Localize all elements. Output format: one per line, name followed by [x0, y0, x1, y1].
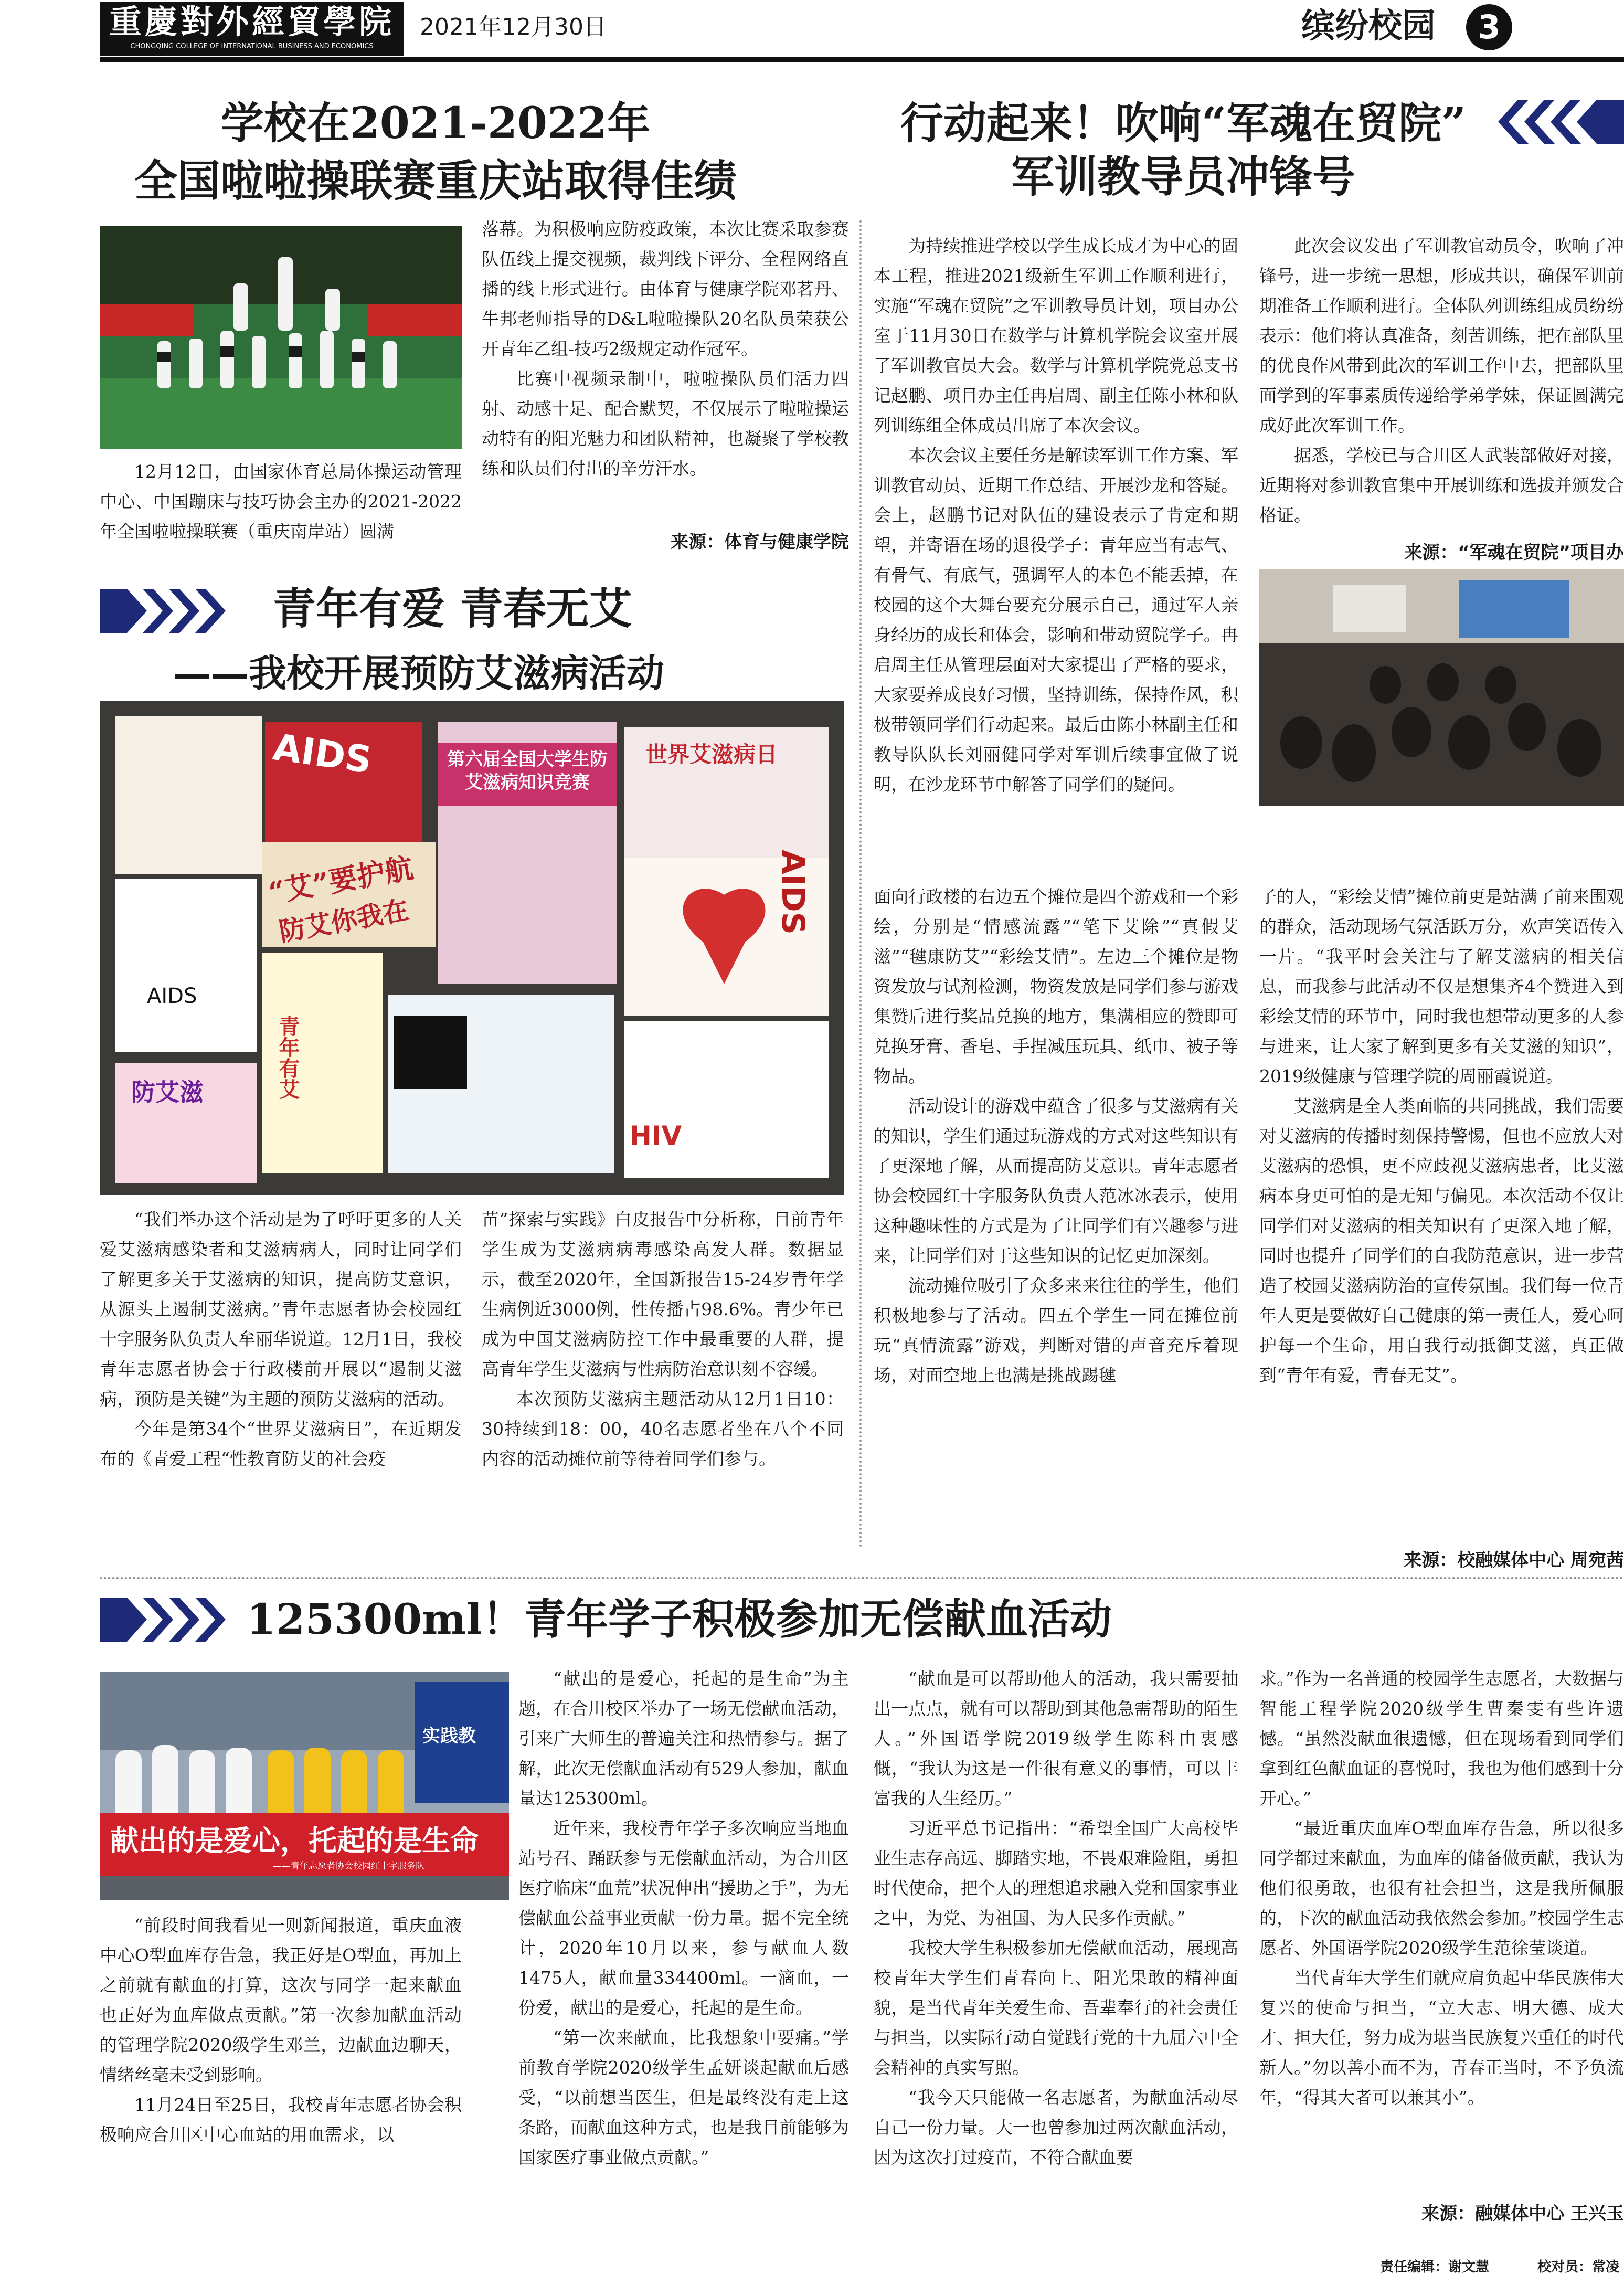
blood-col2: [518, 1664, 849, 2172]
aids-title-line1: 青年有爱 青春无艾: [273, 584, 632, 634]
poster-label: AIDS: [270, 725, 375, 782]
school-name-cn: 重慶對外經貿學院: [109, 3, 395, 41]
blood-banner-sub: ——青年志愿者协会校园红十字服务队: [273, 1861, 424, 1871]
paragraph: 面向行政楼的右边五个摊位是四个游戏和一个彩绘，分别是“情感流露”“笔下艾除”“真假艾滋”“毽康防艾”“彩绘艾情”。左边三个摊位是物资发放与试剂检测，物资发放是同学们参与游戏集赞后进行奖品兑换的地方，集满相应的赞即可兑换牙膏、香皂、手捏减压玩具、纸巾、被子等物品。: [874, 886, 1238, 1086]
military-col2: [1259, 231, 1624, 530]
paragraph: “献出的是爱心，托起的是生命”为主题，在合川校区举办了一场无偿献血活动，引来广大师生的普遍关注和热情参与。据了解，此次无偿献血活动有529人参加，献血量达125300ml。: [518, 1668, 849, 1809]
aids-col2: [482, 1204, 844, 1474]
military-source: 来源：“军魂在贸院”项目办: [1404, 542, 1624, 563]
cheer-title-line2: 全国啦啦操联赛重庆站取得佳绩: [134, 156, 737, 206]
column-divider: [859, 220, 862, 1548]
poster-label: “艾”要护航: [266, 851, 416, 910]
paragraph: “我今天只能做一名志愿者，为献血活动尽自己一份力量。大一也曾参加过两次献血活动，因为这次打过疫苗，不符合献血要: [874, 2087, 1238, 2167]
cheer-body-right: [482, 214, 849, 483]
page-number: 3: [1478, 8, 1501, 46]
military-title-line2: 军训教导员冲锋号: [1011, 152, 1355, 202]
aids-col1: [100, 1204, 462, 1474]
paragraph: 我校大学生积极参加无偿献血活动，展现高校青年大学生们青春向上、阳光果敢的精神面貌，是当代青年关爱生命、吾辈奉行的社会责任与担当，以实际行动自觉践行党的十九届六中全会精神的真实写照。: [874, 1938, 1238, 2078]
cheer-source: 来源：体育与健康学院: [671, 532, 849, 553]
blood-col4: [1259, 1664, 1624, 2112]
paragraph: 苗”探索与实践》白皮报告中分析称，目前青年学生成为艾滋病病毒感染高发人群。数据显示，截至2020年，全国新报告15-24岁青年学生病例近3000例，性传播占98.6%。青少年已成为中国艾滋病防控工作中最重要的人群，提高青年学生艾滋病与性病防治意识刻不容缓。: [482, 1209, 844, 1379]
paragraph: 本次会议主要任务是解读军训工作方案、军训教官动员、近期工作总结、开展沙龙和答疑。会上，赵鹏书记对队伍的建设表示了肯定和期望，并寄语在场的退役学子：青年应当有志气、有骨气、有底气，强调军人的本色不能丢掉，在校园的这个大舞台要充分展示自己，通过军人亲身经历的成长和体会，影响和带动贸院学子。冉启周主任从管理层面对大家提出了严格的要求，大家要养成良好习惯，坚持训练，保持作风，积极带领同学们行动起来。最后由陈小林副主任和教导队队长刘丽健同学对军训后续事宜做了说明，在沙龙环节中解答了同学们的疑问。: [874, 445, 1238, 795]
chevron-right-icon: [100, 1595, 231, 1644]
paragraph: 近年来，我校青年学子多次响应当地血站号召、踊跃参与无偿献血活动，为合川区医疗临床“血荒”状况伸出“援助之手”，为无偿献血公益事业贡献一份力量。据不完全统计，2020年10月以来，参与献血人数1475人，献血量334400ml。一滴血，一份爱，献出的是爱心，托起的是生命。: [518, 1818, 849, 2018]
page-number-badge: [1466, 4, 1512, 50]
masthead: [0, 0, 1624, 63]
school-name-en: CHONGQING COLLEGE OF INTERNATIONAL BUSINESS AND ECONOMICS: [130, 43, 374, 50]
paragraph: “第一次来献血，比我想象中要痛。”学前教育学院2020级学生孟妍谈起献血后感受，“以前想当医生，但是最终没有走上这条路，而献血这种方式，也是我目前能够为国家医疗事业做点贡献。”: [518, 2027, 849, 2167]
paragraph: 落幕。为积极响应防疫政策，本次比赛采取参赛队伍线上提交视频，裁判线下评分、全程网络直播的线上形式进行。由体育与健康学院邓茗丹、牛邦老师指导的D&L啦啦操队20名队员荣获公开青年乙组-技巧2级规定动作冠军。: [482, 219, 849, 359]
cheer-body-left: [100, 457, 462, 546]
chevron-left-icon: [1493, 98, 1624, 146]
poster-label: HIV: [630, 1120, 682, 1151]
military-title-line1: 行动起来！吹响“军魂在贸院”: [900, 98, 1467, 149]
section-divider: [100, 1577, 1624, 1579]
aids-title-line2: ——我校开展预防艾滋病活动: [173, 651, 665, 695]
poster-label: 世界艾滋病日: [645, 742, 778, 767]
paragraph: “献血是可以帮助他人的活动，我只需要抽出一点点，就有可以帮助到其他急需帮助的陌生人。”外国语学院2019级学生陈科由衷感慨，“我认为这是一件很有意义的事情，可以丰富我的人生经历。”: [874, 1668, 1238, 1809]
poster-label: 防艾滋: [131, 1078, 204, 1106]
paragraph: “前段时间我看见一则新闻报道，重庆血液中心O型血库存告急，我正好是O型血，再加上之前就有献血的打算，这次与同学一起来献血也正好为血库做点贡献。”第一次参加献血活动的管理学院2020级学生邓兰，边献血边聊天，情绪丝毫未受到影响。: [100, 1915, 462, 2085]
paragraph: 11月24日至25日，我校青年志愿者协会积极响应合川区中心血站的用血需求，以: [100, 2095, 462, 2145]
paragraph: 子的人，“彩绘艾情”摊位前更是站满了前来围观的群众，活动现场气氛活跃万分，欢声笑语传入一片。“我平时会关注与了解艾滋病的相关信息，而我参与此活动不仅是想集齐4个赞进入到彩绘艾情的环节中，同时我也想带动更多的人参与进来，让大家了解到更多有关艾滋的知识”，2019级健康与管理学院的周丽霞说道。: [1259, 886, 1624, 1086]
cheer-title-line1: 学校在2021-2022年: [220, 98, 651, 149]
paragraph: 此次会议发出了军训教官动员令，吹响了冲锋号，进一步统一思想，形成共识，确保军训前期准备工作顺利进行。全体队列训练组成员纷纷表示：他们将认真准备，刻苦训练，把在部队里的优良作风带到此次的军训工作中去，把部队里面学到的军事素质传递给学弟学妹，保证圆满完成好此次军训工作。: [1259, 236, 1624, 436]
military-meeting-photo: [1259, 569, 1624, 806]
blood-title: 125300ml！青年学子积极参加无偿献血活动: [247, 1594, 1112, 1644]
paragraph: 求。”作为一名普通的校园学生志愿者，大数据与智能工程学院2020级学生曹秦雯有些许遗憾。“虽然没献血很遗憾，但在现场看到同学们拿到红色献血证的喜悦时，我也为他们感到十分开心。”: [1259, 1668, 1624, 1809]
paragraph: “我们举办这个活动是为了呼吁更多的人关爱艾滋病感染者和艾滋病病人，同时让同学们了解更多关于艾滋病的知识，提高防艾意识，从源头上遏制艾滋病。”青年志愿者协会校园红十字服务队负责人牟丽华说道。12月1日，我校青年志愿者协会于行政楼前开展以“遏制艾滋病，预防是关键”为主题的预防艾滋病的活动。: [100, 1209, 462, 1409]
paragraph: 流动摊位吸引了众多来来往往的学生，他们积极地参与了活动。四五个学生一同在摊位前玩“真情流露”游戏，判断对错的声音充斥着现场，对面空地上也满是挑战踢毽: [874, 1275, 1238, 1386]
chevron-right-icon: [100, 587, 231, 635]
paragraph: 比赛中视频录制中，啦啦操队员们活力四射、动感十足、配合默契，不仅展示了啦啦操运动特有的阳光魅力和团队精神，也凝聚了学校教练和队员们付出的辛劳汗水。: [482, 368, 849, 479]
footer-proofreader: 校对员：常凌: [1537, 2259, 1620, 2275]
paragraph: 艾滋病是全人类面临的共同挑战，我们需要对艾滋病的传播时刻保持警惕，但也不应放大对艾滋病的恐惧，更不应歧视艾滋病患者，比艾滋病本身更可怕的是无知与偏见。本次活动不仅让同学们对艾滋病的相关知识有了更深入地了解，同时也提升了同学们的自我防范意识，进一步营造了校园艾滋病防治的宣传氛围。我们每一位青年人更是要做好自己健康的第一责任人，爱心呵护每一个生命，用自我行动抵御艾滋，真正做到“青年有爱，青春无艾”。: [1259, 1096, 1624, 1386]
paragraph: 12月12日，由国家体育总局体操运动管理中心、中国蹦床与技巧协会主办的2021-2022年全国啦啦操联赛（重庆南岸站）圆满: [100, 461, 462, 542]
poster-label: 第六届全国大学生防艾滋病知识竞赛: [447, 749, 608, 793]
cheer-team-photo: [100, 226, 462, 449]
school-logo-block: [100, 2, 404, 56]
section-title: 缤纷校园: [1301, 7, 1436, 46]
paragraph: 今年是第34个“世界艾滋病日”，在近期发布的《青爱工程“性教育防艾的社会疫: [100, 1419, 462, 1469]
poster-label: AIDS: [774, 850, 811, 935]
aids-col3: [874, 882, 1238, 1390]
aids-col4: [1259, 882, 1624, 1390]
blood-source: 来源：融媒体中心 王兴玉: [1421, 2203, 1624, 2224]
poster-label: 防艾你我在: [277, 894, 411, 948]
paragraph: 当代青年大学生们就应肩负起中华民族伟大复兴的使命与担当，“立大志、明大德、成大才、担大任，努力成为堪当民族复兴重任的时代新人。”勿以善小而不为，青春正当时，不予负流年，“得其大者可以兼其小”。: [1259, 1968, 1624, 2108]
paragraph: 习近平总书记指出：“希望全国广大高校毕业生志存高远、脚踏实地，不畏艰难险阻，勇担时代使命，把个人的理想追求融入党和国家事业之中，为党、为祖国、为人民多作贡献。”: [874, 1818, 1238, 1928]
issue-date: 2021年12月30日: [420, 14, 607, 40]
footer-editor: 责任编辑：谢文慧: [1380, 2259, 1490, 2275]
poster-label: AIDS: [147, 984, 197, 1008]
paragraph: “最近重庆血库O型血库存告急，所以很多同学都过来献血，为血库的储备做贡献，我认为他们很勇敢，也很有社会担当，这是我所佩服的，下次的献血活动我依然会参加。”校园学生志愿者、外国语学院2020级学生范徐莹谈道。: [1259, 1818, 1624, 1958]
paragraph: 为持续推进学校以学生成长成才为中心的固本工程，推进2021级新生军训工作顺利进行，实施“军魂在贸院”之军训教导员计划，项目办公室于11月30日在数学与计算机学院会议室开展了军训教官员大会。数学与计算机学院党总支书记赵鹏、项目办主任冉启周、副主任陈小林和队列训练组全体成员出席了本次会议。: [874, 236, 1238, 436]
blood-col1: [100, 1910, 462, 2150]
paragraph: 据悉，学校已与合川区人武装部做好对接，近期将对参训教官集中开展训练和选拔并颁发合格证。: [1259, 445, 1624, 525]
paragraph: 本次预防艾滋病主题活动从12月1日10：30持续到18：00，40名志愿者坐在八个不同内容的活动摊位前等待着同学们参与。: [482, 1389, 844, 1469]
blood-volunteers-photo: [100, 1672, 509, 1900]
blood-col3: [874, 1664, 1238, 2172]
poster-label: 青年有艾: [275, 1016, 300, 1099]
masthead-rule: [100, 57, 1624, 62]
military-col1: [874, 231, 1238, 799]
blood-sign-text: 实践教: [422, 1726, 476, 1747]
aids-posterboard-photo: [100, 701, 844, 1195]
paragraph: 活动设计的游戏中蕴含了很多与艾滋病有关的知识，学生们通过玩游戏的方式对这些知识有了更深地了解，从而提高防艾意识。青年志愿者协会校园红十字服务队负责人范冰冰表示，使用这种趣味性的方式是为了让同学们有兴趣参与进来，让同学们对于这些知识的记忆更加深刻。: [874, 1096, 1238, 1266]
blood-banner-text: 献出的是爱心，托起的是生命: [110, 1824, 479, 1857]
aids-source: 来源：校融媒体中心 周宛茜: [1404, 1550, 1624, 1571]
